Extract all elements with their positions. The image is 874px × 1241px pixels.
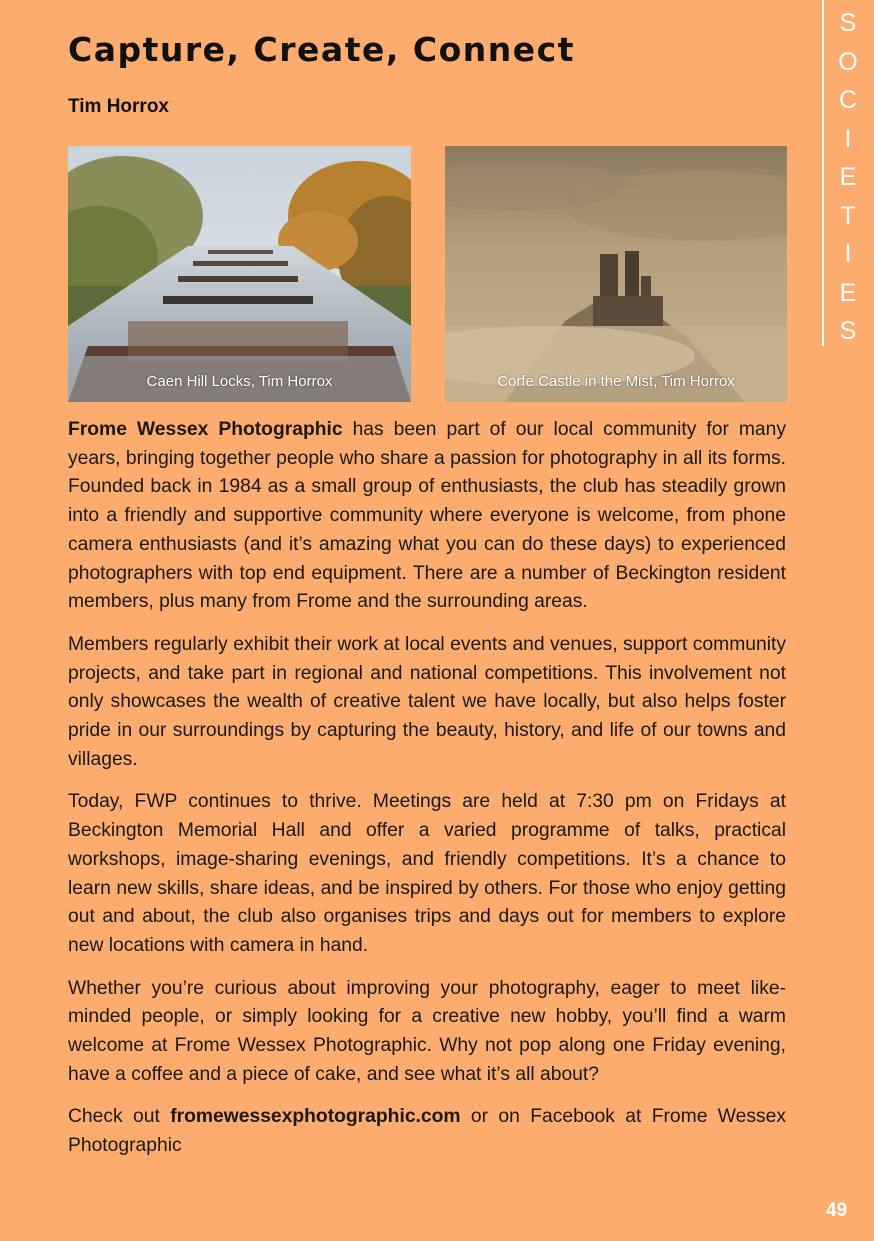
paragraph-text: or on Facebook at Frome Wessex Photographic <box>68 1106 786 1157</box>
castle-mist-image <box>445 146 787 402</box>
section-letter: T <box>840 201 856 230</box>
section-letter: E <box>839 278 857 307</box>
photo-corfe-castle <box>445 146 787 402</box>
paragraph-text: Check out <box>68 1106 171 1128</box>
section-letter: C <box>838 86 858 114</box>
paragraph <box>68 1103 786 1160</box>
author-byline: Tim Horrox <box>68 96 170 117</box>
club-name: Frome Wessex Photographic <box>68 419 343 440</box>
section-letter: O <box>838 47 858 76</box>
page-title: Capture, Create, Connect <box>68 30 575 69</box>
website-link[interactable]: fromewessexphotographic.com <box>170 1106 461 1128</box>
section-letter: S <box>839 317 857 345</box>
section-letter: I <box>844 124 852 153</box>
paragraph: Today, FWP continues to thrive. Meetings are held at 7:30 pm on Fridays at Beckington Memorial Hall and offer a varied programme of talks, practical workshops, image-sharing evenings, and friendly competitions. It’s a chance to learn new skills, share ideas, and be inspired by others. For those who enjoy getting out and about, the club also organises trips and days out for members to explore new locations with camera in hand. <box>68 791 786 956</box>
section-letter: I <box>844 240 852 268</box>
image-caption: Corfe Castle in the Mist, Tim Horrox <box>497 373 735 390</box>
section-divider <box>822 0 824 346</box>
paragraph: Whether you’re curious about improving your photography, eager to meet like-minded people, or simply looking for a creative new hobby, you’ll find a warm welcome at Frome Wessex Photographic. Why not pop along one Friday evening, have a coffee and a piece of cake, and see what it’s all about? <box>68 977 786 1085</box>
image-caption: Caen Hill Locks, Tim Horrox <box>146 373 333 390</box>
paragraph-text: has been part of our local community for many years, bringing together people who share a passion for photography in all its forms. Founded back in 1984 as a small group of enthusiasts, the club has steadily grown into a friendly and supportive community where everyone is welcome, from phone camera enthusiasts (and it’s amazing what you can do these days) to experienced photographers with top end equipment. There are a number of Beckington resident members, plus many from Frome and the surrounding areas. <box>68 419 786 613</box>
paragraph <box>68 416 786 617</box>
paragraph: Members regularly exhibit their work at local events and venues, support community projects, and take part in regional and national competitions. This involvement not only showcases the wealth of creative talent we have locally, but also helps foster pride in our surroundings by capturing the beauty, history, and life of our towns and villages. <box>68 633 786 770</box>
canal-locks-image <box>68 146 411 402</box>
section-label <box>826 4 870 351</box>
article-body <box>68 416 786 1175</box>
page-number: 49 <box>826 1200 848 1221</box>
section-letter: S <box>839 9 857 37</box>
photo-caen-hill-locks <box>68 146 411 402</box>
section-letter: E <box>839 163 857 191</box>
